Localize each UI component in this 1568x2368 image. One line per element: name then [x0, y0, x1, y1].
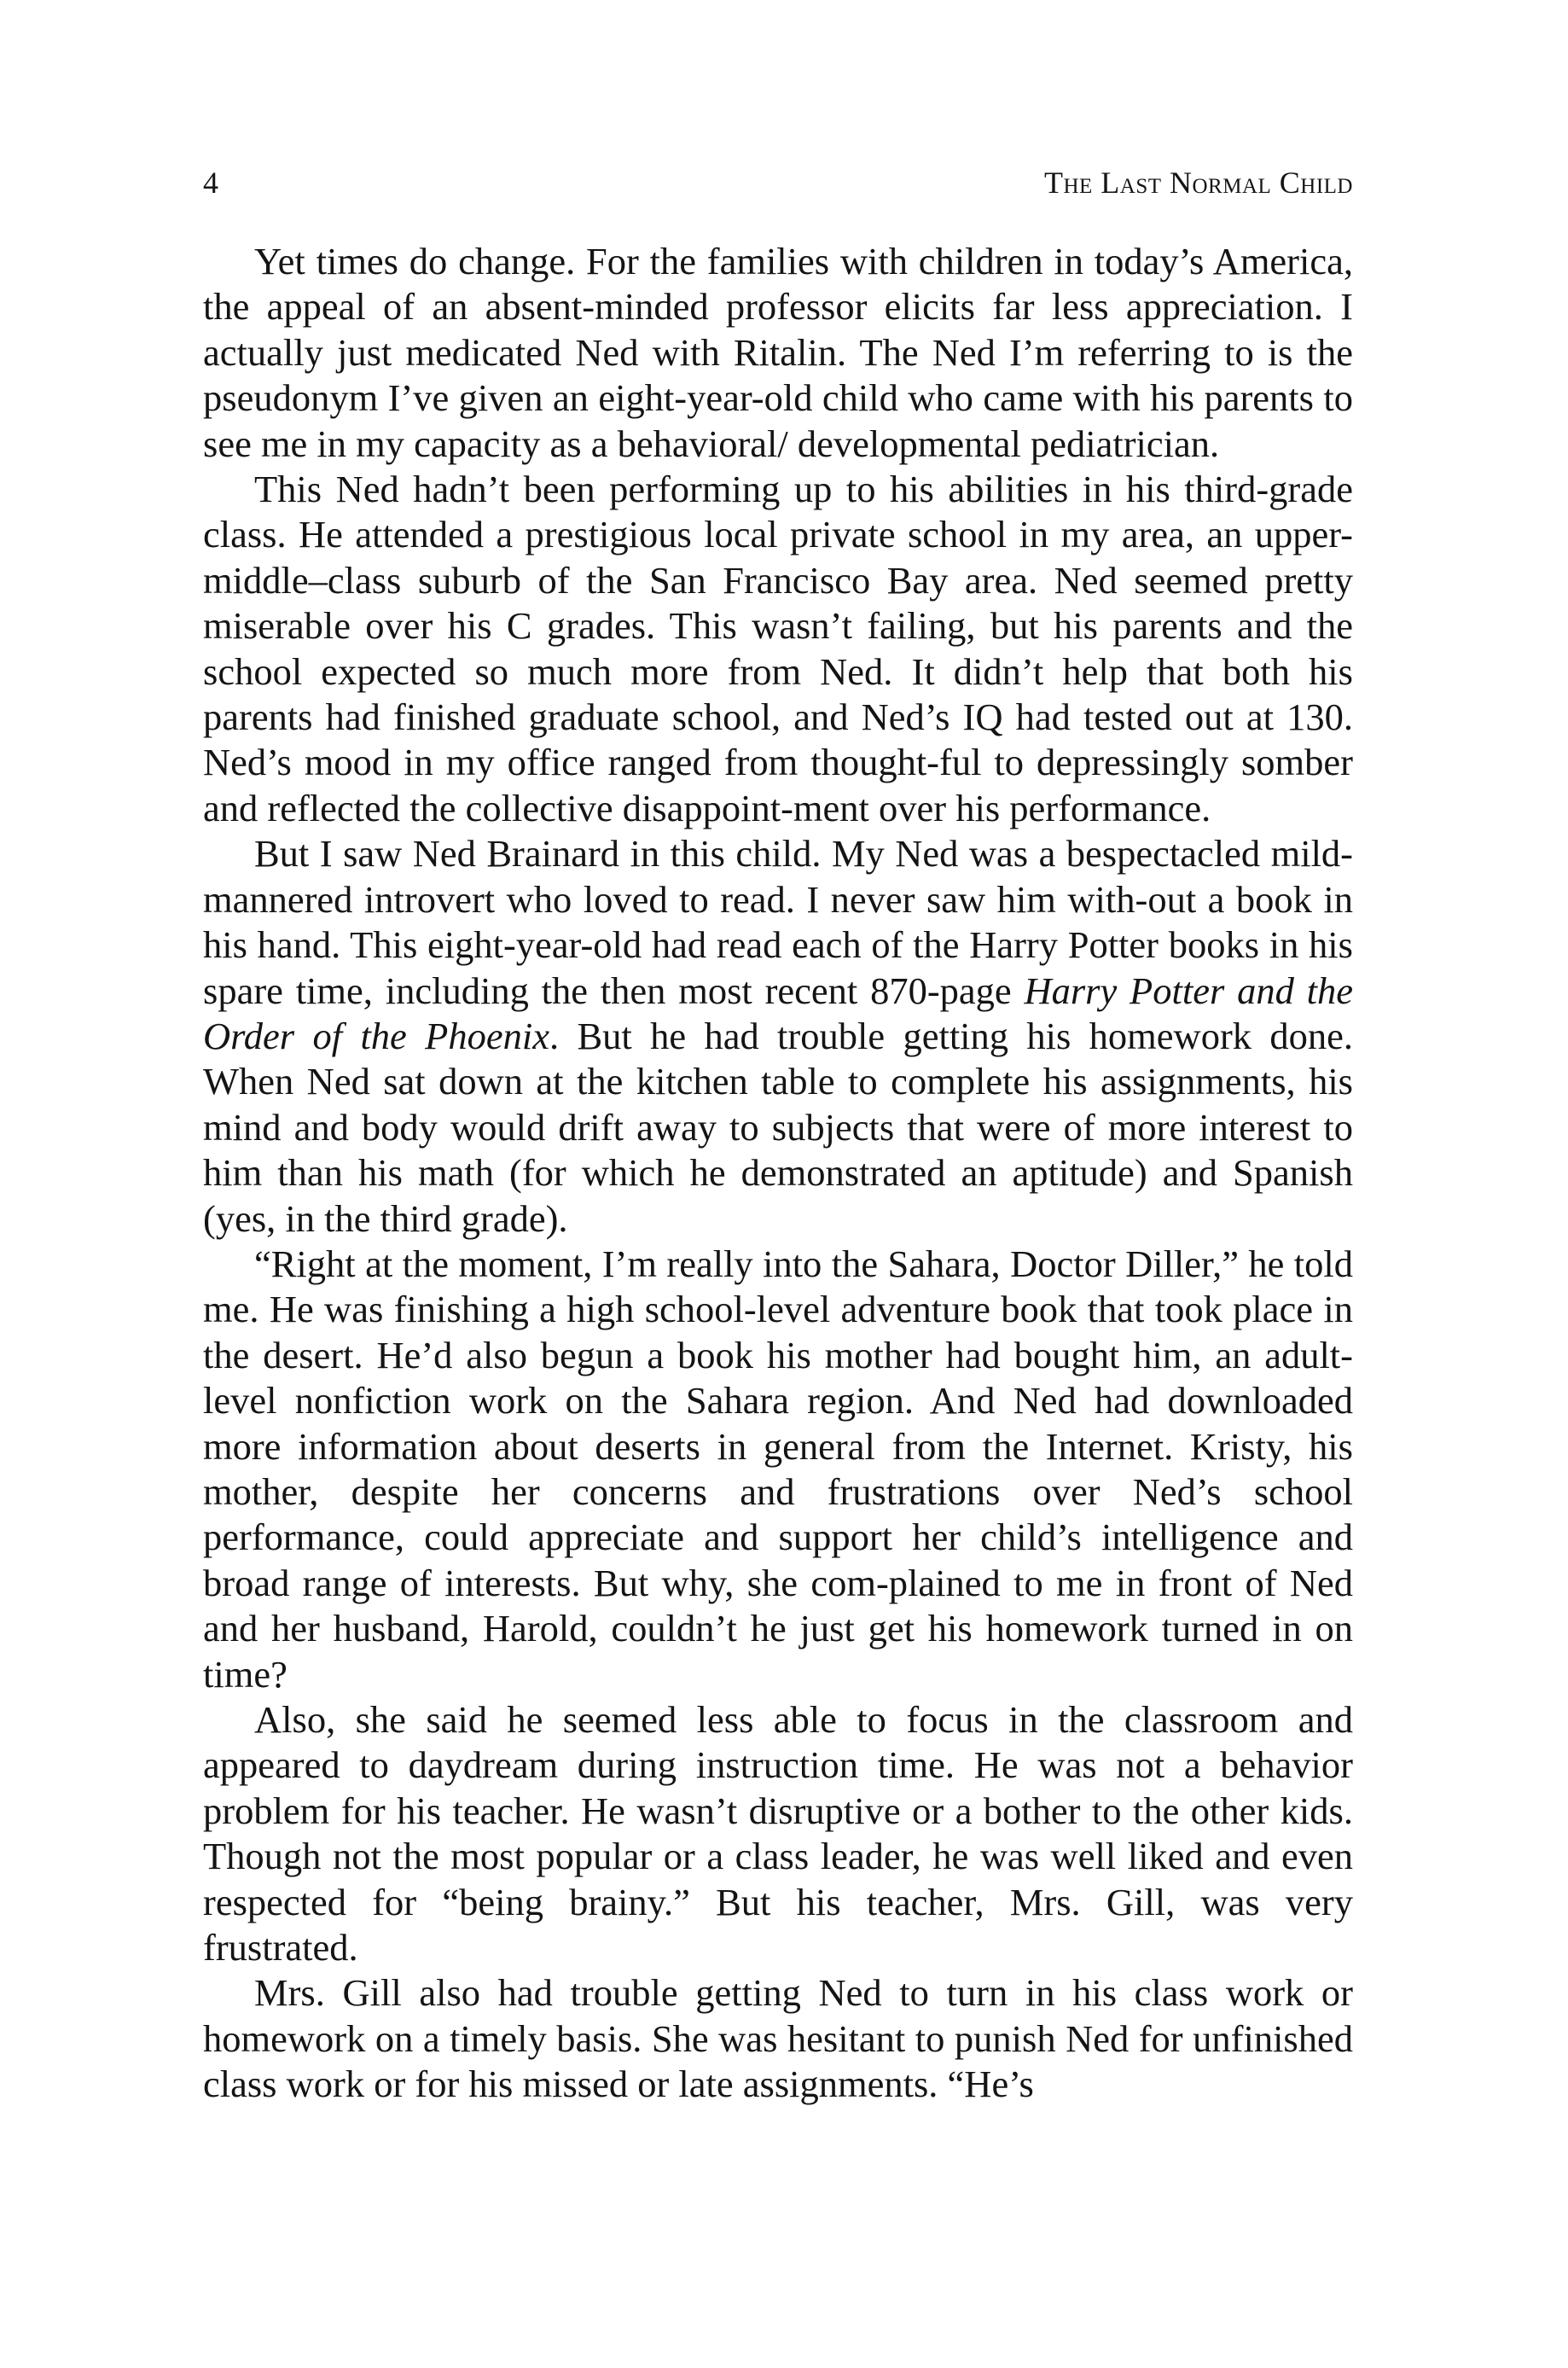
book-title-italic: Harry Potter and the Order of the Phoenix — [203, 969, 1353, 1057]
paragraph-1: Yet times do change. For the families with children in today’s America, the appeal of an absent-minded professor elicits far less appreciation. I actually just medicated Ned with Ritalin. The Ned I’m referring to is the pseudonym I’ve given an eight-year-old child who came with his parents to see me in my capacity as a behavioral/ developmental pediatrician. — [203, 240, 1353, 465]
paragraph-4: “Right at the moment, I’m really into the Sahara, Doctor Diller,” he told me. He was finishing a high school-level adventure book that took place in the desert. He’d also begun a book his mother had bought him, an adult-level nonfiction work on the Sahara region. And Ned had downloaded more information about deserts in general from the Internet. Kristy, his mother, despite her concerns and frustrations over Ned’s school performance, could appreciate and support her child’s intelligence and broad range of interests. But why, she com-plained to me in front of Ned and her husband, Harold, couldn’t he just get his homework turned in on time? — [203, 1242, 1353, 1696]
paragraph-5: Also, she said he seemed less able to focus in the classroom and appeared to daydream during instruction time. He was not a behavior problem for his teacher. He wasn’t disruptive or a bother to the other kids. Though not the most popular or a class leader, he was well liked and even respected for “being brainy.” But his teacher, Mrs. Gill, was very frustrated. — [203, 1698, 1353, 1969]
paragraph-2: This Ned hadn’t been performing up to his abilities in his third-grade class. He attended a prestigious local private school in my area, an upper-middle–class suburb of the San Francisco Bay area. Ned seemed pretty miserable over his C grades. This wasn’t failing, but his parents and the school expected so much more from Ned. It didn’t help that both his parents had finished graduate school, and Ned’s IQ had tested out at 130. Ned’s mood in my office ranged from thought-ful to depressingly somber and reflected the collective disappoint-ment over his performance. — [203, 468, 1353, 829]
paragraph-3-text-after: . But he had trouble getting his homework done. When Ned sat down at the kitchen table to complete his assignments, his mind and body would drift away to subjects that were of more interest to him than his math (for which he demonstrated an aptitude) and Spanish (yes, in the third grade). — [203, 1014, 1353, 1240]
body-text — [203, 239, 1353, 2108]
running-title: The Last Normal Child — [1043, 166, 1353, 200]
page-number: 4 — [203, 166, 218, 200]
paragraph-6: Mrs. Gill also had trouble getting Ned to turn in his class work or homework on a timely basis. She was hesitant to punish Ned for unfinished class work or for his missed or late assignments. “He’s — [203, 1971, 1353, 2106]
paragraph-3-text-before: But I saw Ned Brainard in this child. My Ned was a bespectacled mild-mannered introvert who loved to read. I never saw him with-out a book in his hand. This eight-year-old had read each of the Harry Potter books in his spare time, including the then most recent 870-page — [203, 832, 1353, 1012]
paragraph-3 — [203, 831, 1353, 1242]
page-header — [203, 159, 1353, 207]
